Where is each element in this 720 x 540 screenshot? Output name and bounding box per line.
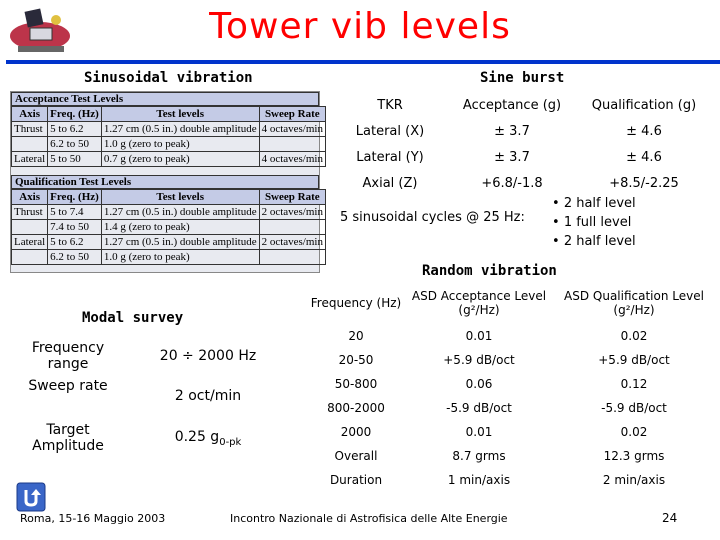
cell: 1 min/axis xyxy=(447,473,511,487)
footer-date: Roma, 15-16 Maggio 2003 xyxy=(20,512,166,525)
cell xyxy=(12,137,48,152)
table-row xyxy=(12,235,326,250)
list-item: • 2 half level xyxy=(552,196,636,211)
sinusoidal-heading: Sinusoidal vibration xyxy=(84,70,253,86)
table-row xyxy=(12,414,292,462)
cell xyxy=(259,250,325,265)
header-cell: Freq. (Hz) xyxy=(48,190,102,205)
sinusoidal-tables xyxy=(10,91,323,273)
random-vibration-table xyxy=(308,282,714,492)
cell: Lateral xyxy=(12,152,48,167)
modal-heading: Modal survey xyxy=(82,310,184,326)
cell: 5 to 6.2 xyxy=(48,235,102,250)
cell xyxy=(124,414,292,462)
cell: 0.02 xyxy=(620,425,648,439)
table-row xyxy=(308,348,714,372)
cell: ± 4.6 xyxy=(626,123,662,139)
cell: 20-50 xyxy=(338,353,374,367)
list-item-label: 1 full level xyxy=(563,215,632,230)
cell: ± 3.7 xyxy=(494,149,530,165)
cell: -5.9 dB/oct xyxy=(601,401,667,415)
header-cell: ASD Acceptance Level (g²/Hz) xyxy=(411,289,547,317)
qualification-table xyxy=(11,189,326,265)
random-heading: Random vibration xyxy=(422,263,557,279)
cell: 0.02 xyxy=(620,329,648,343)
table-row xyxy=(12,334,292,378)
cell: 5 to 50 xyxy=(48,152,102,167)
cell: 1.27 cm (0.5 in.) double amplitude xyxy=(101,122,259,137)
cell: 1.4 g (zero to peak) xyxy=(101,220,259,235)
cell: 6.2 to 50 xyxy=(48,137,102,152)
header-cell: Freq. (Hz) xyxy=(48,107,102,122)
table-row xyxy=(330,118,714,144)
table-row xyxy=(12,220,326,235)
list-item-label: 2 half level xyxy=(563,196,636,211)
table-row xyxy=(308,396,714,420)
header-cell: Qualification (g) xyxy=(591,97,697,113)
list-item-label: 2 half level xyxy=(563,234,636,249)
cell: 1.27 cm (0.5 in.) double amplitude xyxy=(101,235,259,250)
cell: Frequency range xyxy=(31,340,105,372)
qualification-caption: Qualification Test Levels xyxy=(11,175,319,189)
table-row xyxy=(308,444,714,468)
table-row xyxy=(308,372,714,396)
cell: 2 octaves/min xyxy=(259,205,325,220)
sine-burst-heading: Sine burst xyxy=(480,70,565,86)
cell: ± 4.6 xyxy=(626,149,662,165)
cycles-label: 5 sinusoidal cycles @ 25 Hz: xyxy=(340,210,525,225)
cell: 4 octaves/min xyxy=(259,122,325,137)
cell: Thrust xyxy=(12,205,48,220)
cell: 2 min/axis xyxy=(602,473,666,487)
cell: +5.9 dB/oct xyxy=(443,353,515,367)
cell xyxy=(12,250,48,265)
cell: ± 3.7 xyxy=(494,123,530,139)
header-cell: Sweep Rate xyxy=(259,190,325,205)
cell: Target Amplitude xyxy=(32,422,104,454)
cell: +8.5/-2.25 xyxy=(609,175,679,191)
cell: 1.0 g (zero to peak) xyxy=(101,250,259,265)
acceptance-table xyxy=(11,106,326,167)
cell: 5 to 6.2 xyxy=(48,122,102,137)
cell: Duration xyxy=(329,473,383,487)
table-row xyxy=(12,250,326,265)
table-row xyxy=(330,144,714,170)
cell xyxy=(259,220,325,235)
modal-survey-table xyxy=(12,334,292,462)
header-cell: Test levels xyxy=(101,107,259,122)
table-row xyxy=(330,170,714,196)
cell xyxy=(259,137,325,152)
cell: Overall xyxy=(334,449,378,463)
header-cell: Axis xyxy=(12,190,48,205)
cell: Lateral (Y) xyxy=(356,149,424,165)
cell: 7.4 to 50 xyxy=(48,220,102,235)
table-row xyxy=(12,205,326,220)
cell: Lateral (X) xyxy=(355,123,425,139)
cell: 0.12 xyxy=(620,377,648,391)
page-title: Tower vib levels xyxy=(209,6,511,47)
header-cell: Acceptance (g) xyxy=(462,97,562,113)
cell: +5.9 dB/oct xyxy=(598,353,670,367)
table-row xyxy=(12,122,326,137)
cell: 800-2000 xyxy=(327,401,385,415)
header-cell: TKR xyxy=(377,97,403,113)
cell: +6.8/-1.8 xyxy=(481,175,543,191)
table-row xyxy=(12,378,292,414)
header-cell: Sweep Rate xyxy=(259,107,325,122)
footer-event: Incontro Nazionale di Astrofisica delle Alte Energie xyxy=(230,512,508,525)
cell: 2 octaves/min xyxy=(259,235,325,250)
cell: 4 octaves/min xyxy=(259,152,325,167)
cell: Thrust xyxy=(12,122,48,137)
cell: Lateral xyxy=(12,235,48,250)
table-row xyxy=(308,468,714,492)
sine-burst-table xyxy=(330,92,714,196)
header-cell: Frequency (Hz) xyxy=(310,296,402,310)
cell: 2000 xyxy=(340,425,372,439)
title-divider xyxy=(6,60,720,64)
table-header-row xyxy=(330,92,714,118)
cell: 8.7 grms xyxy=(452,449,506,463)
cell: -5.9 dB/oct xyxy=(446,401,512,415)
acceptance-caption: Acceptance Test Levels xyxy=(11,92,319,106)
cell: 5 to 7.4 xyxy=(48,205,102,220)
return-arrow-icon[interactable] xyxy=(16,482,46,512)
cell: 1.0 g (zero to peak) xyxy=(101,137,259,152)
cell: 20 ÷ 2000 Hz xyxy=(159,348,257,364)
cell: 2 oct/min xyxy=(174,388,242,404)
cell: 0.7 g (zero to peak) xyxy=(101,152,259,167)
cell: Sweep rate xyxy=(28,378,108,394)
cell: 6.2 to 50 xyxy=(48,250,102,265)
list-item: • 1 full level xyxy=(552,215,632,230)
list-item: • 2 half level xyxy=(552,234,636,249)
cell: 50-800 xyxy=(334,377,378,391)
cell: 1.27 cm (0.5 in.) double amplitude xyxy=(101,205,259,220)
table-row xyxy=(12,152,326,167)
target-amplitude-subscript: 0-pk xyxy=(219,436,242,448)
cell: 20 xyxy=(348,329,364,343)
cell xyxy=(12,220,48,235)
table-row xyxy=(308,420,714,444)
target-amplitude-value: 0.25 g xyxy=(174,428,220,445)
cell: Axial (Z) xyxy=(362,175,418,191)
table-row xyxy=(308,324,714,348)
cell: 0.06 xyxy=(465,377,493,391)
cell: 0.01 xyxy=(465,425,493,439)
cell: 0.01 xyxy=(465,329,493,343)
table-header-row xyxy=(308,282,714,324)
header-cell: Axis xyxy=(12,107,48,122)
cell: 12.3 grms xyxy=(603,449,665,463)
page-number: 24 xyxy=(662,511,678,525)
header-cell: ASD Qualification Level (g²/Hz) xyxy=(564,289,704,317)
cycles-list xyxy=(552,194,636,251)
header-cell: Test levels xyxy=(101,190,259,205)
table-row xyxy=(12,137,326,152)
